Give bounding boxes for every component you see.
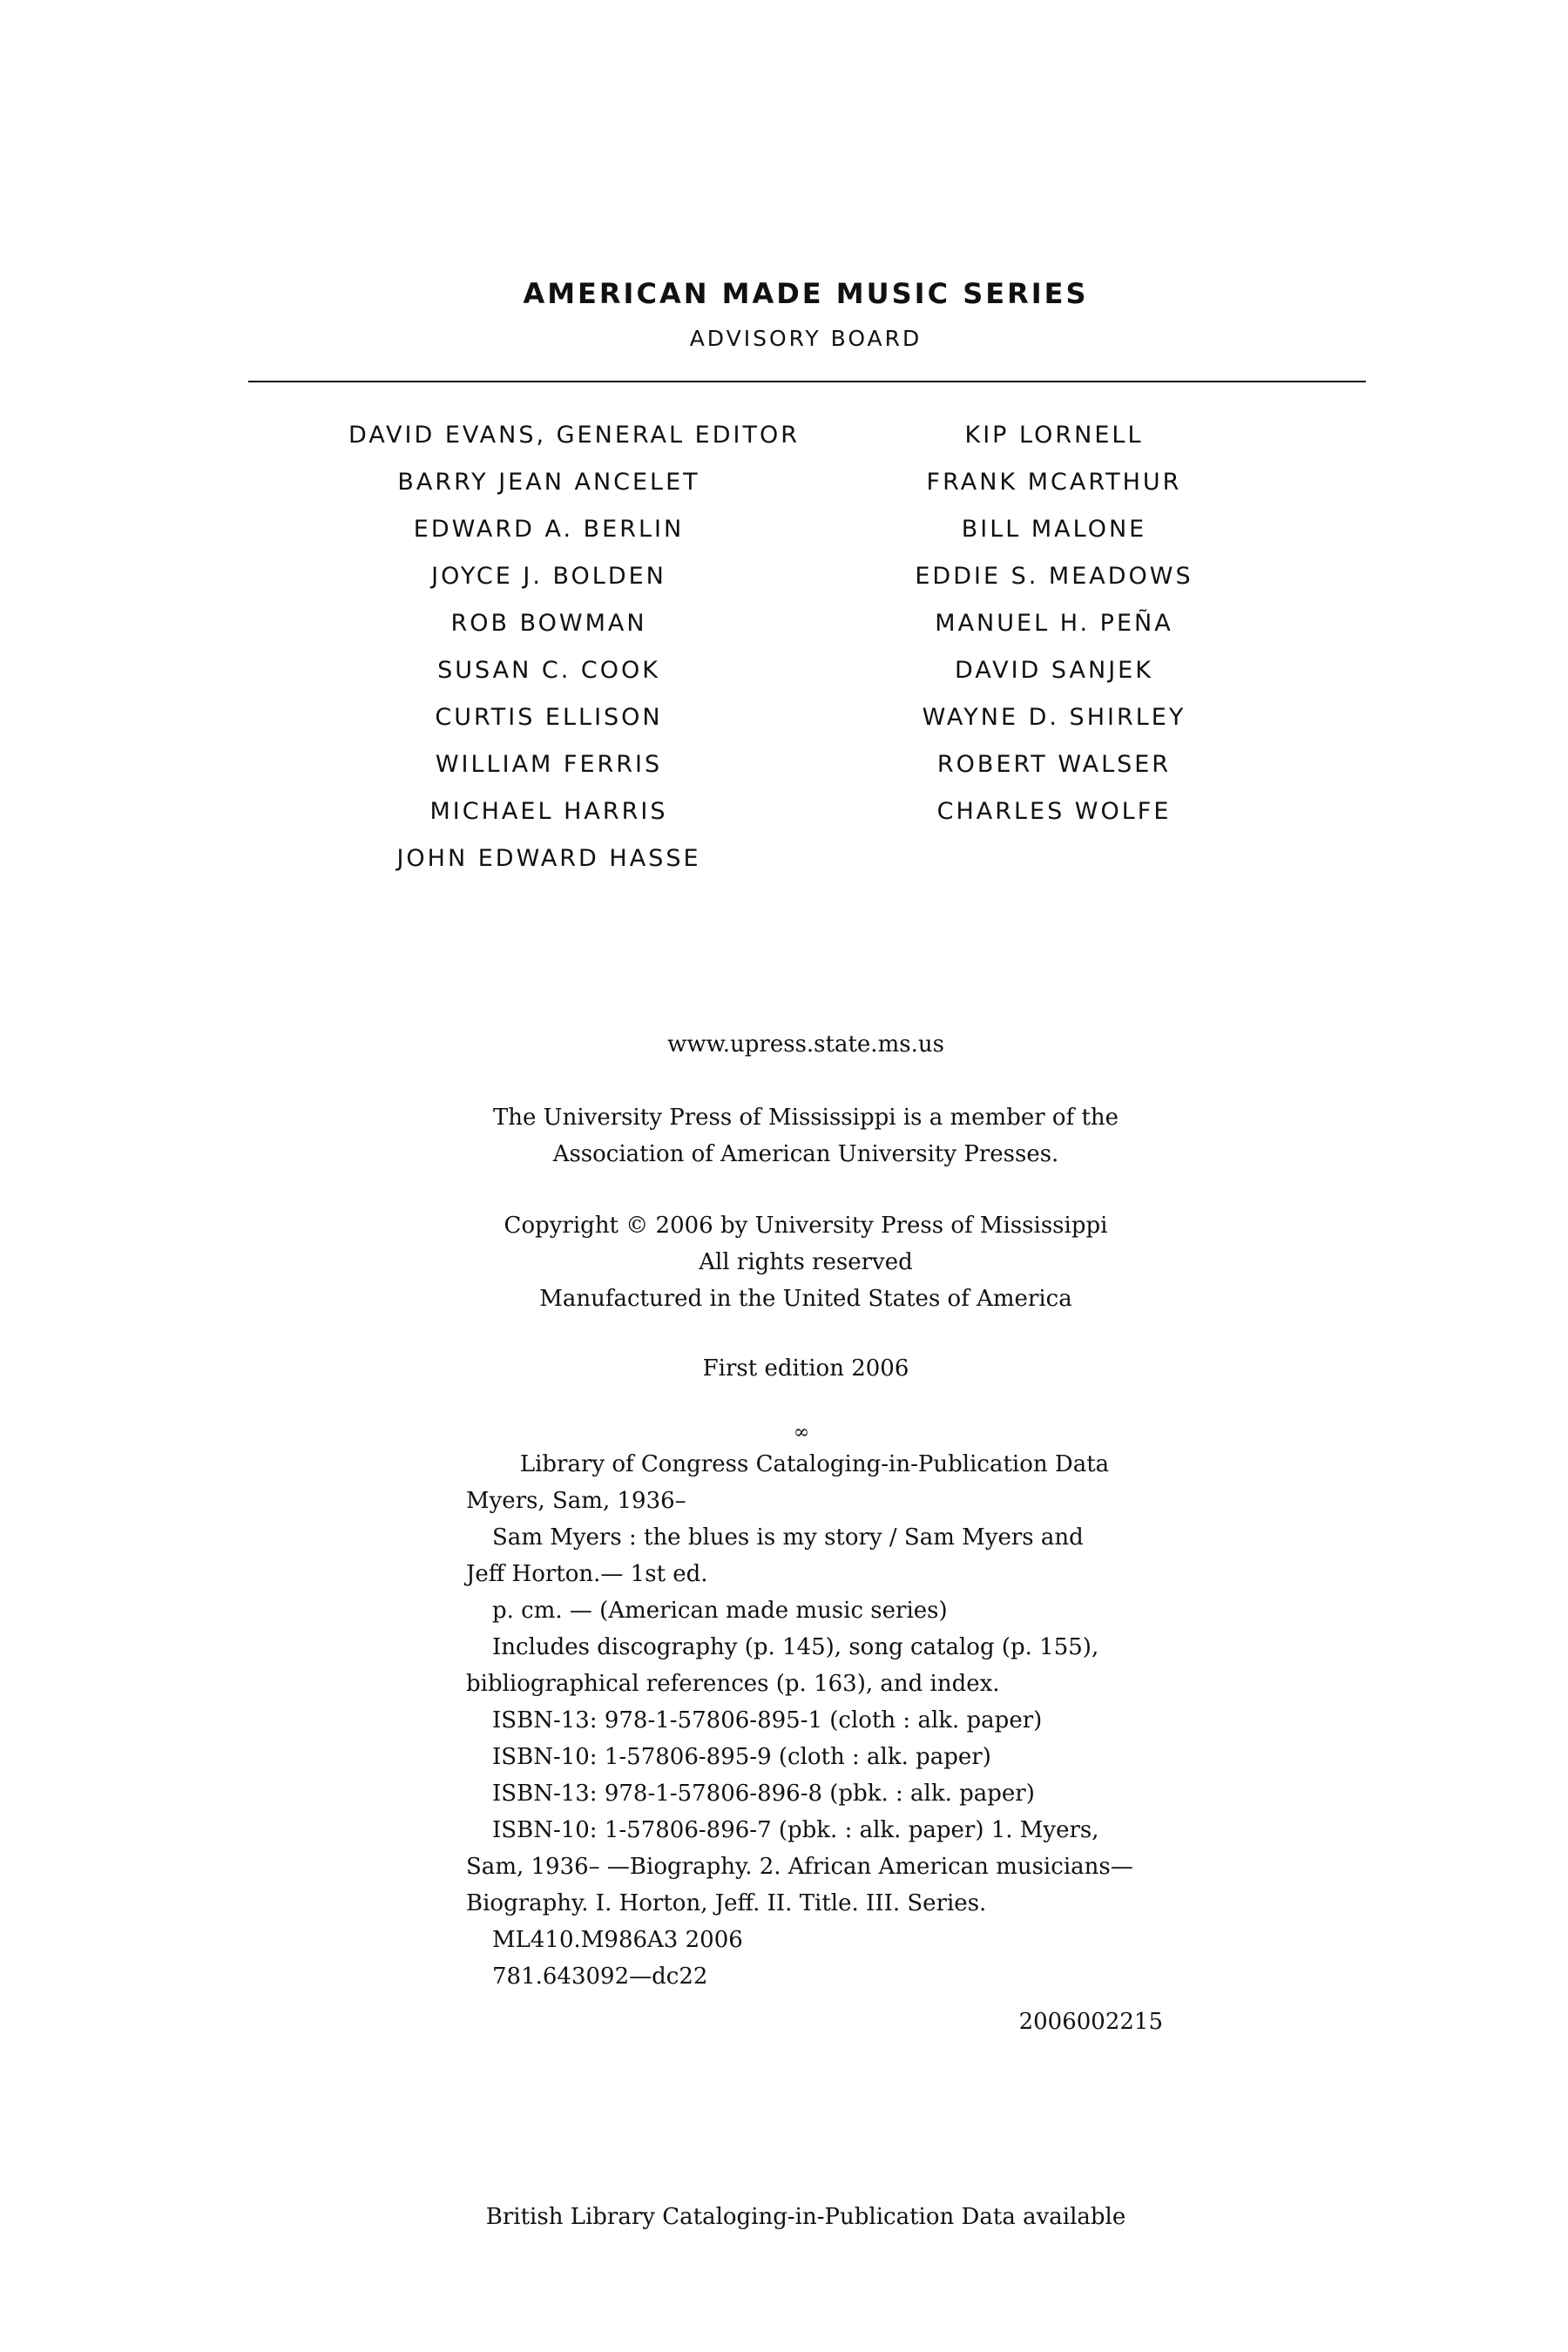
series-title: AMERICAN MADE MUSIC SERIES bbox=[523, 277, 1089, 310]
board-member: DAVID SANJEK bbox=[955, 657, 1153, 684]
copyright-block bbox=[0, 1207, 1568, 1317]
board-member: BILL MALONE bbox=[961, 516, 1147, 543]
board-member: SUSAN C. COOK bbox=[437, 657, 660, 684]
publisher-url: www.upress.state.ms.us bbox=[667, 1031, 944, 1058]
board-member: BARRY JEAN ANCELET bbox=[397, 469, 700, 496]
divider-rule bbox=[248, 381, 1366, 382]
cip-line: Biography. I. Horton, Jeff. II. Title. III. Series. bbox=[466, 1890, 987, 1916]
cip-isbn-line: ISBN-13: 978-1-57806-895-1 (cloth : alk. paper) bbox=[492, 1707, 1043, 1734]
cip-classification: ML410.M986A3 2006 bbox=[492, 1927, 743, 1953]
publisher-url-block bbox=[0, 1026, 1568, 1063]
manufactured-statement: Manufactured in the United States of America bbox=[539, 1286, 1072, 1312]
board-member: EDWARD A. BERLIN bbox=[413, 516, 685, 543]
cip-line: Includes discography (p. 145), song catalog (p. 155), bbox=[492, 1634, 1099, 1660]
cip-line: Sam, 1936– —Biography. 2. African American musicians— bbox=[466, 1854, 1133, 1880]
board-member: JOYCE J. BOLDEN bbox=[431, 563, 666, 590]
cip-line: bibliographical references (p. 163), and index. bbox=[466, 1671, 1000, 1697]
copyright-notice: Copyright © 2006 by University Press of Mississippi bbox=[504, 1213, 1108, 1239]
cip-isbn-line: ISBN-10: 1-57806-896-7 (pbk. : alk. paper) 1. Myers, bbox=[492, 1817, 1099, 1843]
board-member: EDDIE S. MEADOWS bbox=[915, 563, 1193, 590]
membership-statement bbox=[0, 1099, 1568, 1173]
cip-classification: 781.643092—dc22 bbox=[492, 1963, 708, 1990]
edition-statement: First edition 2006 bbox=[702, 1355, 909, 1382]
board-member: ROBERT WALSER bbox=[936, 751, 1172, 778]
board-member: WILLIAM FERRIS bbox=[435, 751, 663, 778]
board-member: MANUEL H. PEÑA bbox=[935, 610, 1173, 637]
board-member: CURTIS ELLISON bbox=[435, 704, 663, 731]
board-member: DAVID EVANS, GENERAL EDITOR bbox=[348, 422, 800, 449]
cip-line: Myers, Sam, 1936– bbox=[466, 1488, 686, 1514]
edition-block bbox=[0, 1350, 1568, 1387]
board-member: FRANK MCARTHUR bbox=[926, 469, 1182, 496]
rights-reserved: All rights reserved bbox=[699, 1249, 913, 1275]
board-list-left bbox=[348, 412, 800, 882]
cip-isbn-line: ISBN-10: 1-57806-895-9 (cloth : alk. paper) bbox=[492, 1744, 991, 1770]
cip-line: Jeff Horton.— 1st ed. bbox=[466, 1561, 708, 1587]
cip-line: p. cm. — (American made music series) bbox=[492, 1598, 948, 1624]
board-member: MICHAEL HARRIS bbox=[429, 798, 668, 825]
cip-heading: Library of Congress Cataloging-in-Publication Data bbox=[519, 1451, 1110, 1477]
board-member: CHARLES WOLFE bbox=[936, 798, 1172, 825]
membership-line: Association of American University Presses. bbox=[552, 1141, 1059, 1167]
advisory-board-heading: ADVISORY BOARD bbox=[689, 326, 923, 351]
board-member: JOHN EDWARD HASSE bbox=[396, 845, 701, 872]
board-member: WAYNE D. SHIRLEY bbox=[922, 704, 1186, 731]
british-library-statement: British Library Cataloging-in-Publication Data available bbox=[485, 2204, 1126, 2230]
paper-permanence-symbol: ∞ bbox=[793, 1422, 810, 1443]
cip-isbn-line: ISBN-13: 978-1-57806-896-8 (pbk. : alk. paper) bbox=[492, 1781, 1035, 1807]
lccn-number: 2006002215 bbox=[1018, 2009, 1163, 2035]
cip-data-block bbox=[466, 1422, 1163, 2040]
board-list-right bbox=[871, 412, 1237, 835]
board-member: KIP LORNELL bbox=[964, 422, 1144, 449]
membership-line: The University Press of Mississippi is a member of the bbox=[492, 1105, 1119, 1131]
board-member: ROB BOWMAN bbox=[450, 610, 647, 637]
cip-line: Sam Myers : the blues is my story / Sam Myers and bbox=[492, 1524, 1084, 1551]
